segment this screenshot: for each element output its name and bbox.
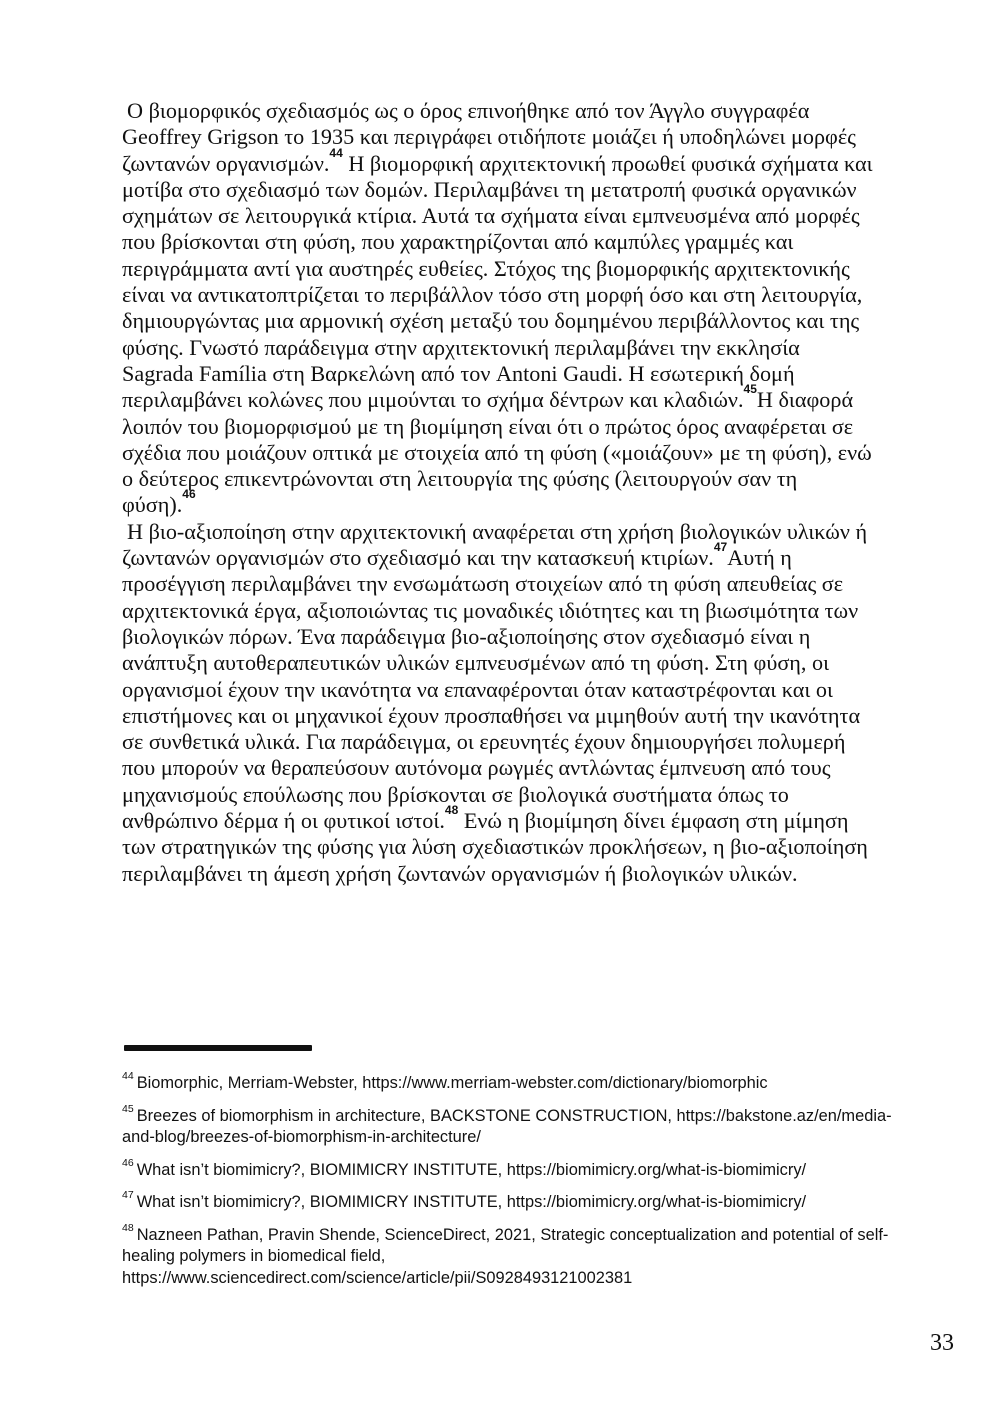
- text-segment: Η βιο-αξιοποίηση στην αρχιτεκτονική αναφέρεται στη χρήση βιολογικών υλικών ή ζωντανών οργανισμών στο σχεδιασμό και την κατασκευή κτιρίων.: [122, 518, 868, 571]
- footnote-48: [122, 1221, 892, 1290]
- footnote-text: What isn’t biomimicry?, BIOMIMICRY INSTITUTE, https://biomimicry.org/what-is-biomimicry/: [136, 1193, 807, 1211]
- footnote-45: [122, 1102, 892, 1149]
- text-segment: Η διαφορά λοιπόν του βιομορφισμού με τη βιομίμηση είναι ότι ο πρώτος όρος αναφέρεται σε σχέδια που μοιάζουν οπτικά με στοιχεία από τη φύση («μοιάζουν» με τη φύση), ενώ ο δεύτερος επικεντρώνονται στη λειτουργία της φύσης (λειτουργούν σαν τη φύση).: [122, 387, 872, 518]
- footnotes: [122, 1070, 892, 1300]
- text-segment: Ο βιομορφικός σχεδιασμός ως ο όρος επινοήθηκε από τον Άγγλο συγγραφέα Geoffrey Grigson το 1935 και περιγράφει οτιδήποτε μοιάζει ή υποδηλώνει μορφές ζωντανών οργανισμών.: [122, 98, 856, 176]
- footnote-ref-45[interactable]: 45: [743, 382, 757, 397]
- footnote-47: [122, 1189, 892, 1214]
- footnote-number: 48: [122, 1221, 134, 1234]
- paragraph-bio-utilization: [122, 519, 874, 887]
- footnote-number: 46: [122, 1156, 134, 1169]
- footnote-ref-48[interactable]: 48: [444, 803, 459, 818]
- footnote-number: 44: [122, 1070, 134, 1082]
- text-segment: Ενώ η βιομίμηση δίνει έμφαση στη μίμηση των στρατηγικών της φύσης για λύση σχεδιαστικών προκλήσεων, η βιο-αξιοποίηση περιλαμβάνει τη άμεση χρήση ζωντανών οργανισμών ή βιολογικών υλικών.: [122, 808, 868, 886]
- footnote-text: Biomorphic, Merriam-Webster, https://www.merriam-webster.com/dictionary/biomorphic: [136, 1074, 768, 1092]
- text-segment: Η βιομορφική αρχιτεκτονική προωθεί φυσικά σχήματα και μοτίβα στο σχεδιασμό των δομών. Περιλαμβάνει τη μετατροπή φυσικά οργανικών σχημάτων σε λειτουργικά κτίρια. Αυτά τα σχήματα είναι εμπνευσμένα από μορφές που βρίσκονται στη φύση, που χαρακτηρίζονται από καμπύλες γραμμές και περιγράμματα αντί για αυστηρές ευθείες. Στόχος της βιομορφικής αρχιτεκτονικής είναι να αντικατοπτρίζεται το περιβάλλον τόσο στη μορφή όσο και στη λειτουργία, δημιουργώντας μια αρμονική σχέση μεταξύ του δομημένου περιβάλλοντος και της φύσης. Γνωστό παράδειγμα στην αρχιτεκτονική περιλαμβάνει την εκκλησία Sagrada Família στη Βαρκελώνη από τον Antoni Gaudi. Η εσωτερική δομή περιλαμβάνει κολώνες που μιμούνται το σχήμα δέντρων και κλαδιών.: [122, 150, 873, 413]
- text-segment: Αυτή η προσέγγιση περιλαμβάνει την ενσωμάτωση στοιχείων από τη φύση απευθείας σε αρχιτεκτονικά έργα, αξιοποιώντας τις μοναδικές ιδιότητες και τη βιωσιμότητα των βιολογικών πόρων. Ένα παράδειγμα βιο-αξιοποίησης στον σχεδιασμό είναι η ανάπτυξη αυτοθεραπευτικών υλικών εμπνευσμένων από τη φύση. Στη φύση, οι οργανισμοί έχουν την ικανότητα να επαναφέρονται όταν καταστρέφονται και οι επιστήμονες και οι μηχανικοί έχουν προσπαθήσει να μιμηθούν αυτή την ικανότητα σε συνθετικά υλικά. Για παράδειγμα, οι ερευνητές έχουν δημιουργήσει πολυμερή που μπορούν να θεραπεύσουν αυτόνομα ρωγμές αντλώντας έμπνευση από τους μηχανισμούς επούλωσης που βρίσκονται σε βιολογικά συστήματα όπως το ανθρώπινο δέρμα ή οι φυτικοί ιστοί.: [122, 545, 861, 834]
- footnote-ref-46[interactable]: 46: [182, 487, 196, 502]
- main-text: [122, 98, 874, 887]
- footnote-ref-44[interactable]: 44: [329, 145, 343, 160]
- footnote-46: [122, 1156, 892, 1182]
- footnote-44: [122, 1070, 892, 1095]
- footnote-text: Breezes of biomorphism in architecture, BACKSTONE CONSTRUCTION, https://bakstone.az/en/media-and-blog/breezes-of-biomorphism-in-architecture/: [122, 1106, 892, 1146]
- footnote-text: What isn’t biomimicry?, BIOMIMICRY INSTITUTE, https://biomimicry.org/what-is-biomimicry/: [136, 1160, 807, 1179]
- footnote-text: Nazneen Pathan, Pravin Shende, ScienceDirect, 2021, Strategic conceptualization and potential of self-healing polymers in biomedical field, https://www.sciencedirect.com/science/article/pii/S0928493121002381: [122, 1225, 889, 1287]
- footnote-number: 47: [122, 1189, 134, 1201]
- footnote-number: 45: [122, 1102, 134, 1115]
- page-number: 33: [930, 1330, 954, 1356]
- footnote-ref-47[interactable]: 47: [713, 540, 728, 555]
- footnote-separator: [124, 1045, 312, 1051]
- paragraph-biomorphism: [122, 98, 874, 519]
